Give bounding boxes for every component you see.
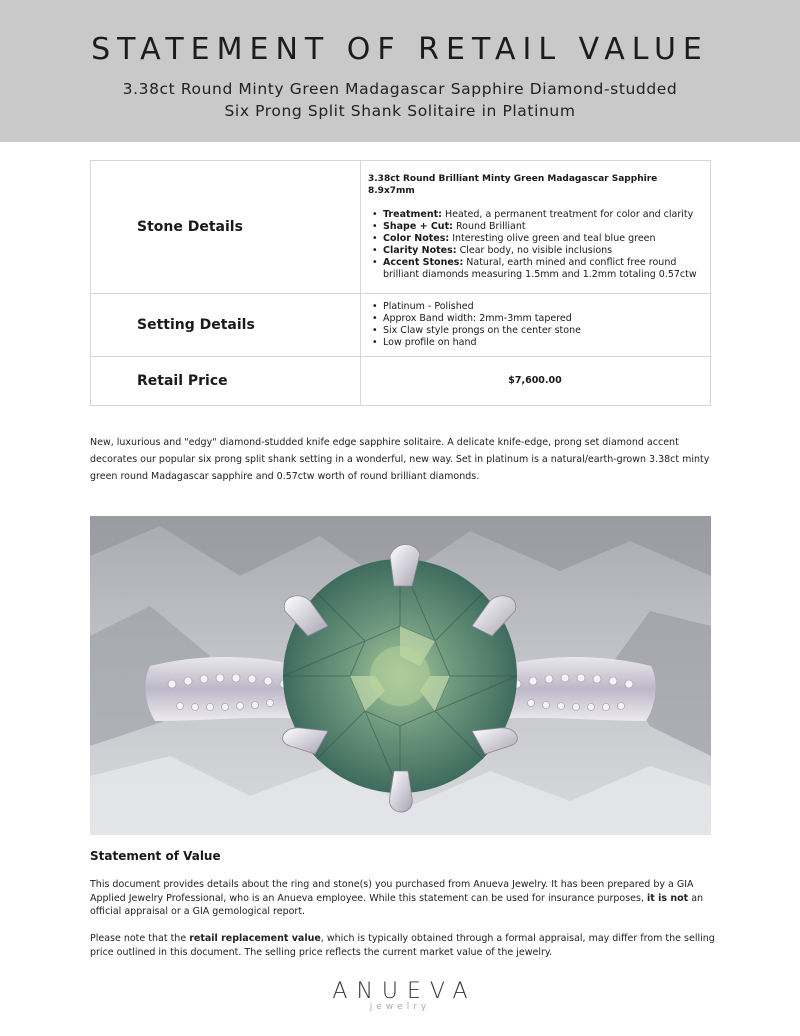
stone-details-cell bbox=[361, 161, 711, 294]
ring-photo bbox=[90, 516, 711, 835]
stone-detail-key: Shape + Cut: bbox=[383, 221, 453, 232]
stone-detail-item bbox=[368, 257, 702, 281]
stone-detail-key: Clarity Notes: bbox=[383, 245, 457, 256]
stone-detail-item bbox=[368, 245, 702, 257]
setting-details-list bbox=[368, 301, 702, 349]
stone-detail-item bbox=[368, 233, 702, 245]
stone-heading: 3.38ct Round Brilliant Minty Green Madagascar Sapphire 8.9x7mm bbox=[368, 174, 658, 196]
header-banner bbox=[0, 0, 800, 142]
setting-details-cell bbox=[361, 294, 711, 357]
stone-detail-key: Color Notes: bbox=[383, 233, 450, 244]
product-description: New, luxurious and "edgy" diamond-studded knife edge sapphire solitaire. A delicate knife-edge, prong set diamond accent decorates our popular six prong split shank setting in a wonderful, new way. Set in platinum is a natural/earth-grown 3.38ct minty green round Madagascar sapphire and 0.57ctw worth of round brilliant diamonds. bbox=[90, 437, 710, 482]
statement-p1-text: This document provides details about the ring and stone(s) you purchased from Anueva Jewelry. It has been prepared by a GIA Applied Jewelry Professional, who is an Anueva employee. While this statement can be used for insurance purposes, bbox=[90, 879, 694, 904]
stone-detail-key: Accent Stones: bbox=[383, 257, 464, 268]
stone-detail-key: Treatment: bbox=[383, 209, 442, 220]
details-table bbox=[90, 160, 711, 406]
stone-detail-value: Round Brilliant bbox=[455, 221, 526, 232]
logo-wordmark: ANUEVA bbox=[332, 979, 477, 1004]
setting-detail-item: • Platinum - Polished bbox=[368, 301, 702, 313]
subtitle-line-1: 3.38ct Round Minty Green Madagascar Sapphire Diamond-studded bbox=[122, 80, 678, 98]
setting-detail-item: • Approx Band width: 2mm-3mm tapered bbox=[368, 313, 702, 325]
retail-price-label: Retail Price bbox=[91, 357, 361, 406]
setting-details-row bbox=[91, 294, 711, 357]
document-title: STATEMENT OF RETAIL VALUE bbox=[91, 32, 709, 67]
stone-details-list bbox=[368, 209, 702, 281]
stone-details-row bbox=[91, 161, 711, 294]
subtitle-line-2: Six Prong Split Shank Solitaire in Platinum bbox=[224, 102, 576, 120]
stone-detail-item bbox=[368, 221, 702, 233]
setting-details-label: Setting Details bbox=[91, 294, 361, 357]
retail-price-row bbox=[91, 357, 711, 406]
setting-detail-item: • Six Claw style prongs on the center stone bbox=[368, 325, 702, 337]
setting-detail-item: • Low profile on hand bbox=[368, 337, 702, 349]
document-subtitle bbox=[0, 78, 800, 122]
statement-p1-text-end: an official appraisal or a GIA gemological report. bbox=[90, 892, 704, 917]
retail-price-value: $7,600.00 bbox=[361, 357, 711, 406]
statement-of-value-title: Statement of Value bbox=[90, 849, 221, 863]
stone-detail-value: Heated, a permanent treatment for color and clarity bbox=[445, 209, 694, 220]
stone-details-label: Stone Details bbox=[91, 161, 361, 294]
statement-p2-text-end: , which is typically obtained through a formal appraisal, may differ from the selling price outlined in this document. The selling price reflects the current market value of the jewelry. bbox=[90, 933, 715, 958]
statement-p2-text: Please note that the bbox=[90, 933, 190, 944]
statement-paragraph-2 bbox=[90, 932, 715, 959]
anueva-logo bbox=[0, 979, 800, 1012]
stone-detail-item bbox=[368, 209, 702, 221]
statement-paragraph-1 bbox=[90, 878, 715, 919]
logo-tagline: jewelry bbox=[369, 1002, 431, 1012]
statement-p1-bold: it is not bbox=[647, 892, 689, 904]
stone-detail-value: Natural, earth mined and conflict free round brilliant diamonds measuring 1.5mm and 1.2mm totaling 0.57ctw bbox=[383, 257, 697, 280]
stone-detail-value: Clear body, no visible inclusions bbox=[459, 245, 613, 256]
statement-p2-bold: retail replacement value bbox=[189, 933, 321, 944]
stone-detail-value: Interesting olive green and teal blue green bbox=[452, 233, 656, 244]
